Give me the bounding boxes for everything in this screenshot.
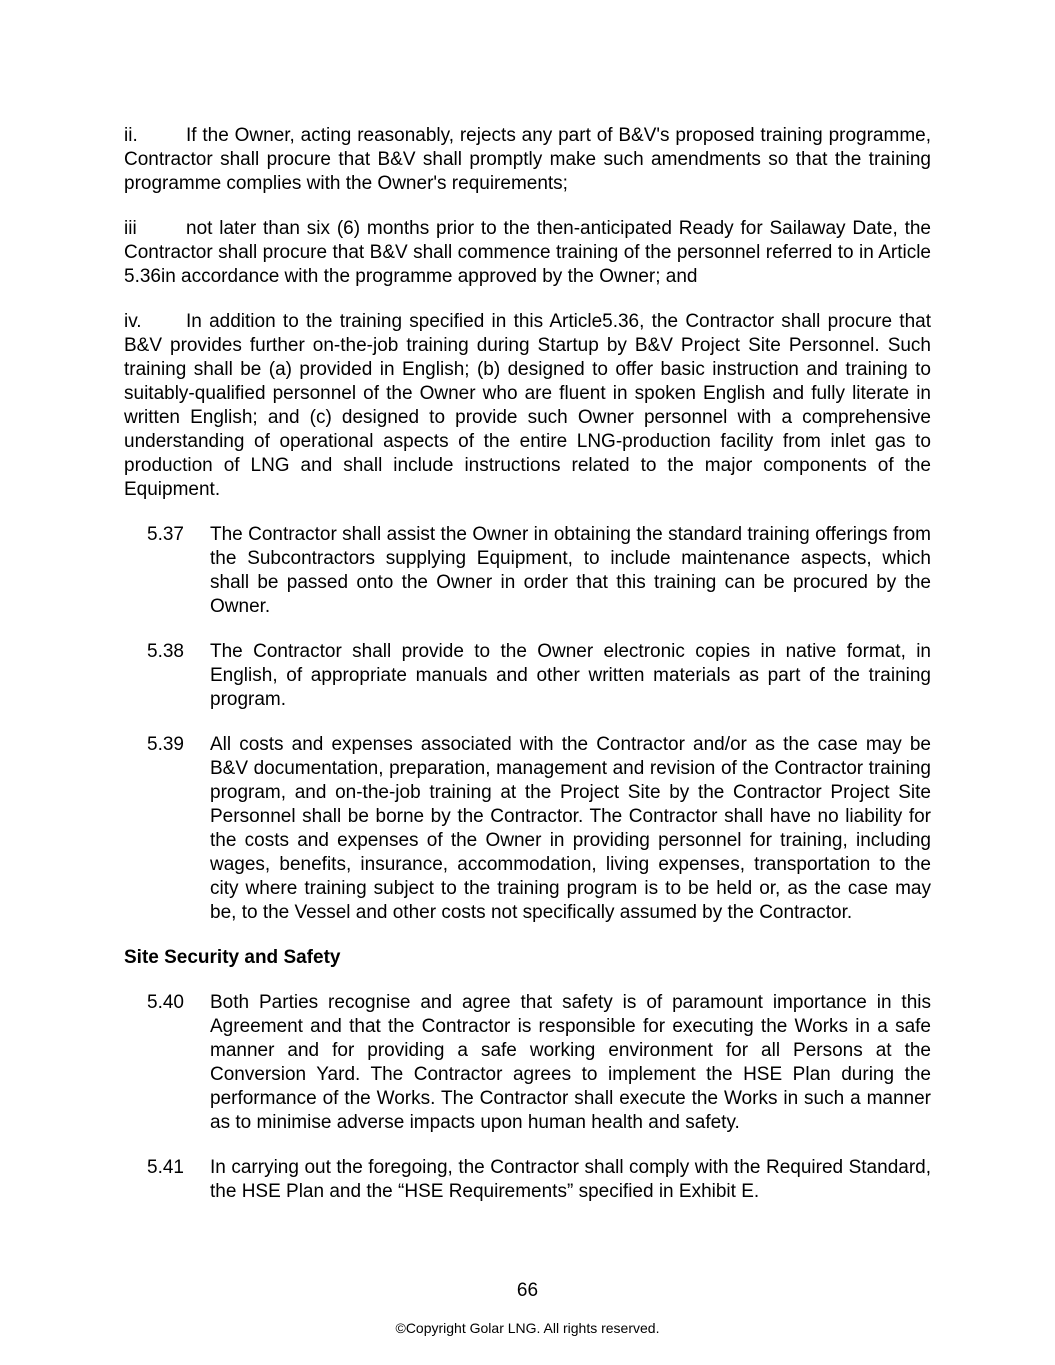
clause-number: 5.41 [147, 1157, 184, 1178]
copyright-footer: ©Copyright Golar LNG. All rights reserved. [395, 1320, 660, 1336]
sub-item-text: If the Owner, acting reasonably, rejects any part of B&V's proposed training programme, Contractor shall procure that B&V shall promptly make such amendments so that the training programme complies with the Owner's requirements; [124, 125, 931, 194]
sub-item-iii [124, 217, 931, 289]
clause-text: The Contractor shall assist the Owner in obtaining the standard training offerings from the Subcontractors supplying Equipment, to include maintenance aspects, which shall be passed onto the Owner in order that this training can be procured by the Owner. [210, 524, 931, 617]
sub-item-label: iii [124, 218, 137, 239]
section-heading: Site Security and Safety [124, 947, 341, 968]
sub-item-ii [124, 124, 931, 196]
sub-item-iv [124, 310, 931, 502]
clause-text: Both Parties recognise and agree that safety is of paramount importance in this Agreement and that the Contractor is responsible for executing the Works in a safe manner and for providing a safe working environment for all Persons at the Conversion Yard. The Contractor agrees to implement the HSE Plan during the performance of the Works. The Contractor shall execute the Works in such a manner as to minimise adverse impacts upon human health and safety. [210, 992, 931, 1133]
sub-item-text: In addition to the training specified in this Article5.36, the Contractor shall procure that B&V provides further on-the-job training during Startup by B&V Project Site Personnel. Such training shall be (a) provided in English; (b) designed to offer basic instruction and training to suitably-qualified personnel of the Owner who are fluent in spoken English and fully literate in written English; and (c) designed to provide such Owner personnel with a comprehensive understanding of operational aspects of the entire LNG-production facility from inlet gas to production of LNG and shall include instructions related to the major components of the Equipment. [124, 311, 931, 500]
clause-5-37 [124, 523, 931, 619]
document-body [124, 124, 931, 1225]
clause-5-38 [124, 640, 931, 712]
clause-text: The Contractor shall provide to the Owner electronic copies in native format, in English, of appropriate manuals and other written materials as part of the training program. [210, 641, 931, 710]
sub-item-text: not later than six (6) months prior to the then-anticipated Ready for Sailaway Date, the Contractor shall procure that B&V shall commence training of the personnel referred to in Article 5.36in accordance with the programme approved by the Owner; and [124, 218, 931, 287]
sub-item-label: iv. [124, 311, 142, 332]
clause-text: All costs and expenses associated with the Contractor and/or as the case may be B&V documentation, preparation, management and revision of the Contractor training program, and on-the-job training at the Project Site by the Contractor Project Site Personnel shall be borne by the Contractor. The Contractor shall have no liability for the costs and expenses of the Owner in providing personnel for training, including wages, benefits, insurance, accommodation, living expenses, transportation to the city where training subject to the training program is to be held or, as the case may be, to the Vessel and other costs not specifically assumed by the Contractor. [210, 734, 931, 923]
page-number: 66 [516, 1280, 539, 1301]
clause-5-41 [124, 1156, 931, 1204]
sub-item-label: ii. [124, 125, 138, 146]
clause-5-39 [124, 733, 931, 925]
clause-5-40 [124, 991, 931, 1135]
clause-text: In carrying out the foregoing, the Contractor shall comply with the Required Standard, the HSE Plan and the “HSE Requirements” specified in Exhibit E. [210, 1157, 931, 1202]
clause-number: 5.38 [147, 641, 184, 662]
clause-number: 5.39 [147, 734, 184, 755]
clause-number: 5.37 [147, 524, 184, 545]
clause-number: 5.40 [147, 992, 184, 1013]
